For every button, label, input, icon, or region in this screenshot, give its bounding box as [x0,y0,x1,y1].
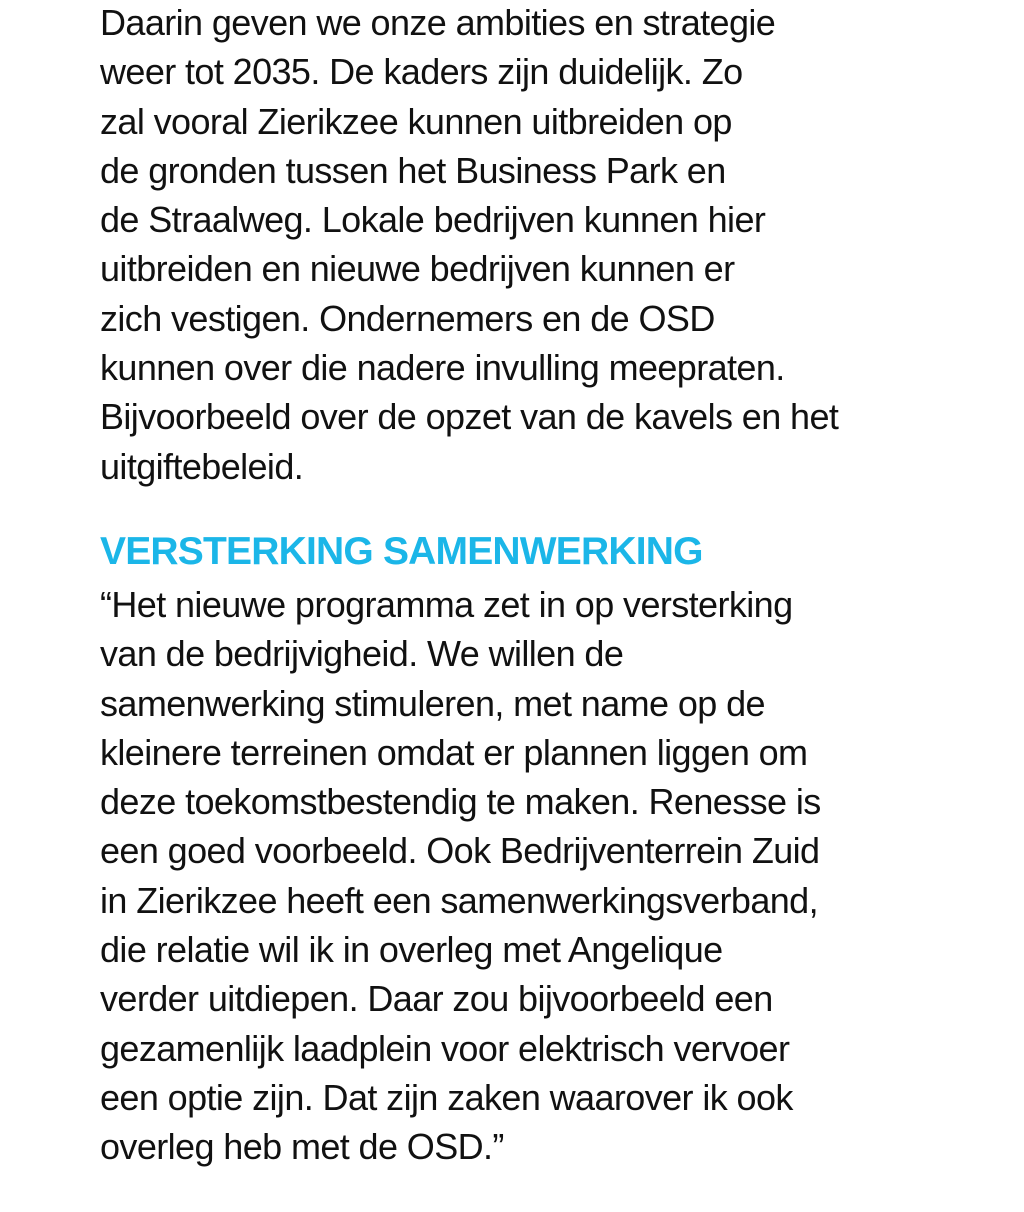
paragraph-line: de Straalweg. Lokale bedrijven kunnen hier [100,199,766,241]
paragraph-line: overleg heb met de OSD.” [100,1126,504,1168]
paragraph-line: Bijvoorbeeld over de opzet van de kavels en het [100,396,839,438]
paragraph-ambities [100,0,838,491]
paragraph-line: zich vestigen. Ondernemers en de OSD [100,297,715,339]
paragraph-line: “Het nieuwe programma zet in op versterking [100,584,793,625]
paragraph-quote [100,580,821,1172]
paragraph-line: kunnen over die nadere invulling meepraten. [100,347,785,389]
paragraph-line: die relatie wil ik in overleg met Angelique [100,929,723,971]
paragraph-line: verder uitdiepen. Daar zou bijvoorbeeld een [100,978,773,1020]
paragraph-line: uitbreiden en nieuwe bedrijven kunnen er [100,248,735,290]
paragraph-line: een optie zijn. Dat zijn zaken waarover ik ook [100,1076,793,1118]
paragraph-line: kleinere terreinen omdat er plannen liggen om [100,731,808,773]
paragraph-line: van de bedrijvigheid. We willen de [100,633,624,675]
paragraph-line: deze toekomstbestendig te maken. Renesse is [100,781,821,823]
paragraph-line: gezamenlijk laadplein voor elektrisch vervoer [100,1027,790,1069]
paragraph-line: de gronden tussen het Business Park en [100,149,726,191]
section-heading: VERSTERKING SAMENWERKING [100,530,703,573]
paragraph-line: weer tot 2035. De kaders zijn duidelijk. Zo [100,51,743,93]
paragraph-line: een goed voorbeeld. Ook Bedrijventerrein Zuid [100,830,820,872]
paragraph-line: uitgiftebeleid. [100,445,304,487]
paragraph-line: samenwerking stimuleren, met name op de [100,682,765,724]
paragraph-line: zal vooral Zierikzee kunnen uitbreiden op [100,100,732,142]
paragraph-line: Daarin geven we onze ambities en strategie [100,2,776,43]
paragraph-line: in Zierikzee heeft een samenwerkingsverband, [100,879,818,921]
